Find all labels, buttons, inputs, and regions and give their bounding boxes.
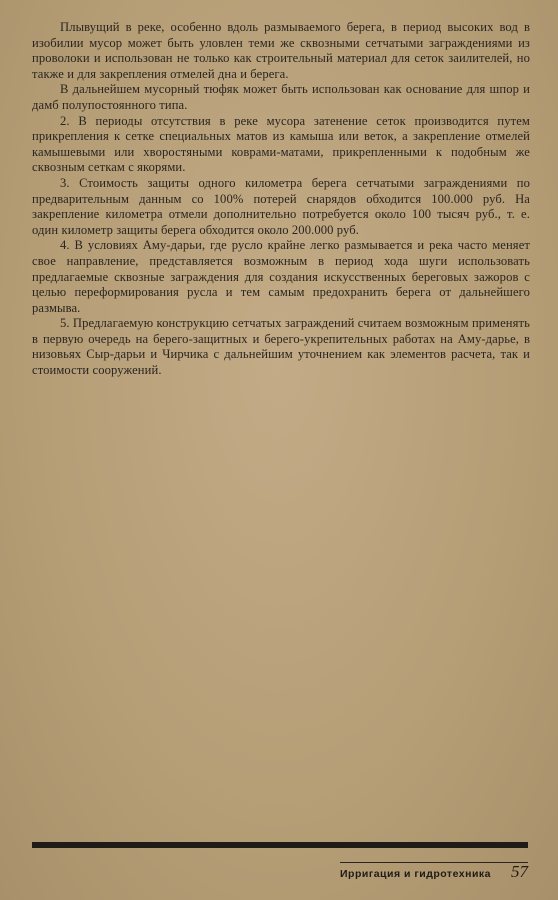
paragraph: 5. Предлагаемую конструкцию сетчатых заграждений считаем возможным применять в первую очередь на берего-защитных и берего-укрепительных работах на Аму-дарье, в низовьях Сыр-дарьи и Чирчика с дальнейшим уточнением как элементов расчета, так и стоимости сооружений. xyxy=(32,316,530,378)
page-number: 57 xyxy=(511,862,528,881)
paragraph: 2. В периоды отсутствия в реке мусора затенение сеток производится путем прикрепления к сетке специальных матов из камыша или веток, а закрепление отмелей камышевыми или хворостяными коврами-матами, прикрепленными к подобным же сквозным сеткам с якорями. xyxy=(32,113,530,175)
page-footer xyxy=(340,862,530,884)
paragraph: 4. В условиях Аму-дарьи, где русло крайне легко размывается и река часто меняет свое направление, представляется возможным в период хода шуги использовать предлагаемые сквозные заграждения для создания искусственных береговых зажоров с целью переформирования русла и тем самым предохранить берега от дальнейшего размыва. xyxy=(32,238,530,315)
paragraph: Плывущий в реке, особенно вдоль размываемого берега, в период высоких вод в изобилии мусор может быть уловлен теми же сквозными сетчатыми заграждениями из проволоки и использован не только как строительный материал для сеток заилителей, но также и для закрепления отмелей дна и берега. xyxy=(32,20,530,81)
footer-divider xyxy=(340,862,528,863)
footer-rule xyxy=(32,842,528,848)
body-text xyxy=(32,20,530,379)
paragraph: 3. Стоимость защиты одного километра берега сетчатыми заграждениями по предварительным данным со 100% потерей снарядов обходится 100.000 руб. На закрепление километра отмели дополнительно потребуется около 100 тысяч руб., т. е. один километр защиты берега обходится около 200.000 руб. xyxy=(32,175,530,237)
running-head: Ирригация и гидротехника xyxy=(340,868,492,880)
paragraph: В дальнейшем мусорный тюфяк может быть использован как основание для шпор и дамб полупостоянного типа. xyxy=(32,82,530,112)
